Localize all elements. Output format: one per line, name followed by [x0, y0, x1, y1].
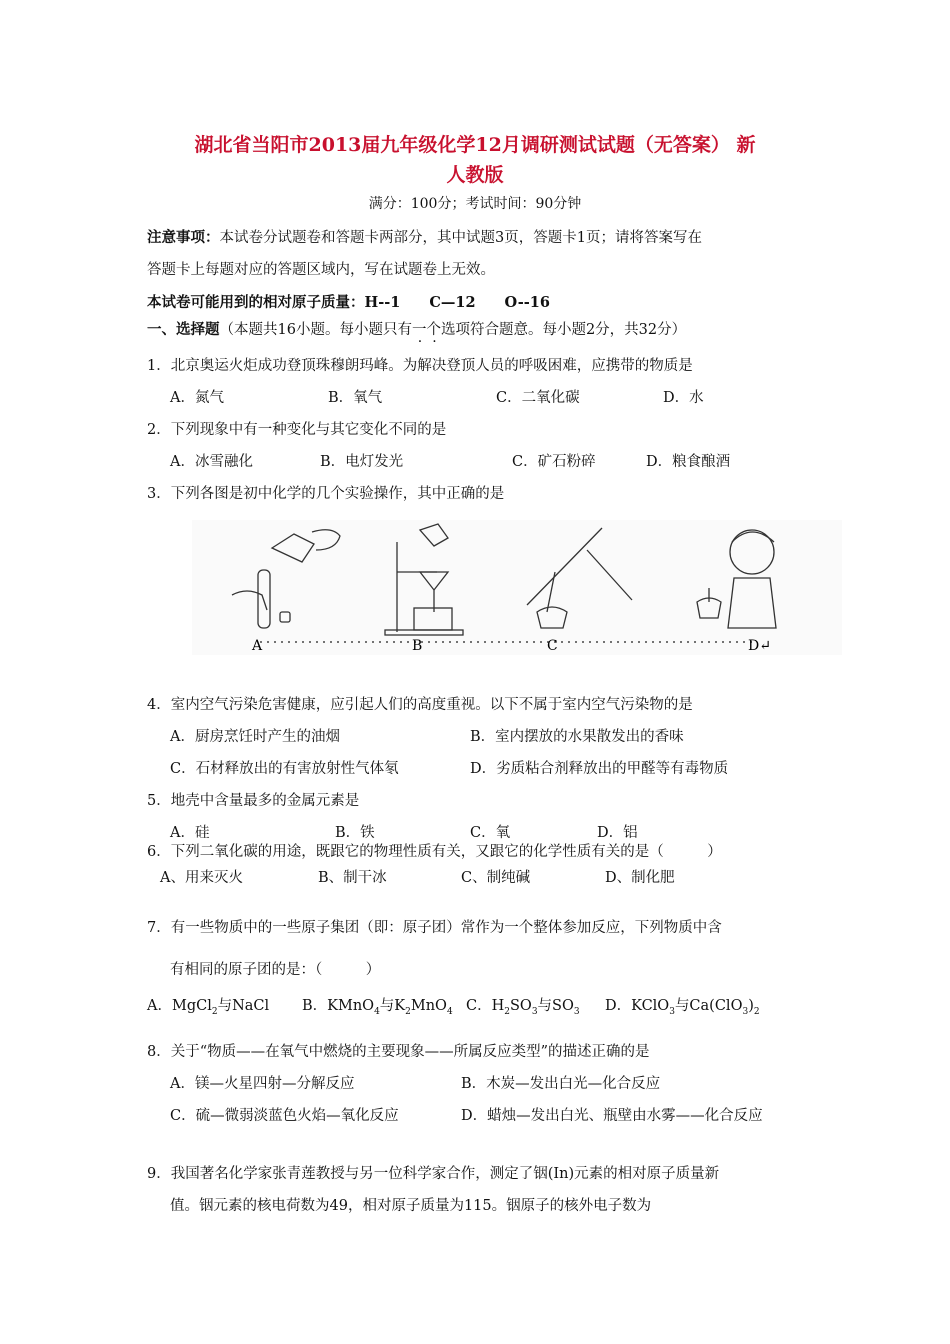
q4-stem: 4．室内空气污染危害健康，应引起人们的高度重视。以下不属于室内空气污染物的是 — [147, 697, 693, 713]
notice-text1: 本试卷分试题卷和答题卡两部分，其中试题3页，答题卡1页；请将答案写在 — [219, 230, 702, 246]
q7-d-post: ) — [748, 998, 754, 1014]
q8-stem: 8．关于“物质——在氧气中燃烧的主要现象——所属反应类型”的描述正确的是 — [147, 1044, 650, 1060]
q5-option-d: D．铝 — [597, 825, 638, 841]
q7-b-sub2: 2 — [405, 1006, 411, 1017]
q4-option-b: B．室内摆放的水果散发出的香味 — [470, 729, 684, 745]
q2-stem: 2．下列现象中有一种变化与其它变化不同的是 — [147, 422, 447, 438]
q3-stem: 3．下列各图是初中化学的几个实验操作，其中正确的是 — [147, 486, 505, 502]
figure-label-b: B — [412, 638, 423, 654]
q7-d-sub2: 3 — [742, 1006, 749, 1017]
q7-c-post: 与SO — [537, 998, 574, 1014]
q7-a-sub: 2 — [211, 1006, 218, 1017]
q1-option-c: C．二氧化碳 — [496, 390, 580, 406]
doc-subtitle: 满分：100分；考试时间：90分钟 — [368, 196, 582, 212]
q4-option-a: A．厨房烹饪时产生的油烟 — [170, 729, 340, 745]
q2-option-b: B．电灯发光 — [320, 454, 404, 470]
q6-option-b: B、制干冰 — [318, 870, 387, 886]
q6-stem: 6．下列二氧化碳的用途，既跟它的物理性质有关，又跟它的化学性质有关的是（ ） — [147, 844, 722, 860]
q9-stem-line2: 值。铟元素的核电荷数为49，相对原子质量为115。铟原子的核外电子数为 — [170, 1198, 652, 1214]
q8-option-c: C．硫—微弱淡蓝色火焰—氧化反应 — [170, 1108, 399, 1124]
q1-option-b: B．氧气 — [328, 390, 383, 406]
q7-c-mid: SO — [509, 998, 532, 1014]
atomic-mass-line: 本试卷可能用到的相对原子质量：H--1 C—12 O--16 — [147, 294, 550, 311]
q7-d-mid: 与Ca(ClO — [674, 998, 743, 1014]
q7-a-post: 与NaCl — [217, 998, 270, 1014]
q4-option-c: C．石材释放出的有害放射性气体氡 — [170, 761, 399, 777]
q7-b-sub3: 4 — [446, 1006, 453, 1017]
q4-option-d: D．劣质粘合剂释放出的甲醛等有毒物质 — [470, 761, 729, 777]
q9-stem-line1: 9．我国著名化学家张青莲教授与另一位科学家合作，测定了铟(In)元素的相对原子质量新 — [147, 1166, 720, 1182]
q7-option-a — [147, 994, 269, 1017]
q7-stem-line1: 7．有一些物质中的一些原子集团（即：原子团）常作为一个整体参加反应，下列物质中含 — [147, 920, 722, 936]
section1-pre: （本题共16小题。每小题只有 — [219, 322, 412, 338]
q5-option-a: A．硅 — [170, 825, 210, 841]
q7-stem-line2: 有相同的原子团的是：（ ） — [170, 962, 381, 978]
q7-b-mid2: MnO — [410, 998, 447, 1014]
q7-c-sub3: 3 — [573, 1006, 580, 1017]
doc-title-line1: 湖北省当阳市2013届九年级化学12月调研测试试题（无答案） 新 — [194, 134, 756, 156]
q8-option-b: B．木炭—发出白光—化合反应 — [461, 1076, 661, 1092]
q7-b-text: B．KMnO — [302, 998, 375, 1014]
q2-option-c: C．矿石粉碎 — [512, 454, 596, 470]
q7-option-d — [605, 994, 760, 1017]
q5-option-b: B．铁 — [335, 825, 375, 841]
q7-c-sub2: 3 — [531, 1006, 538, 1017]
section1-emph2: 个 — [426, 322, 441, 338]
q5-stem: 5．地壳中含量最多的金属元素是 — [147, 793, 360, 809]
figure-label-d: D↵ — [748, 638, 771, 654]
q7-c-sub1: 2 — [504, 1006, 510, 1017]
q5-option-c: C．氧 — [470, 825, 511, 841]
figure-label-c: C — [547, 638, 558, 654]
q2-option-d: D．粮食酿酒 — [646, 454, 731, 470]
notice-line2: 答题卡上每题对应的答题区域内，写在试题卷上无效。 — [147, 262, 495, 278]
q7-d-sub1: 3 — [669, 1006, 675, 1017]
q7-option-c — [466, 994, 580, 1017]
section1-post: 选项符合题意。每小题2分，共32分） — [440, 322, 687, 338]
q7-option-b — [302, 994, 453, 1017]
q1-option-a: A．氮气 — [170, 390, 224, 406]
q2-option-a: A．冰雪融化 — [170, 454, 253, 470]
q7-d-text: D．KClO — [605, 998, 670, 1014]
q8-option-a: A．镁—火星四射—分解反应 — [170, 1076, 355, 1092]
doc-title-line2: 人教版 — [446, 164, 504, 186]
q8-option-d: D．蜡烛—发出白光、瓶壁由水雾——化合反应 — [461, 1108, 763, 1124]
section1-heading — [147, 318, 686, 339]
lab-operations-figure — [192, 520, 842, 655]
q6-option-d: D、制化肥 — [605, 870, 675, 886]
lab-figure-svg — [192, 520, 842, 655]
q7-d-sub3: 2 — [753, 1006, 760, 1017]
section1-emph1: 一 — [411, 322, 427, 338]
figure-label-a: A — [252, 638, 263, 654]
q1-option-d: D．水 — [663, 390, 704, 406]
q7-a-text: A．MgCl — [147, 998, 212, 1014]
q6-option-a: A、用来灭火 — [160, 870, 243, 886]
section1-label: 一、选择题 — [147, 321, 220, 338]
q7-c-text: C．H — [466, 998, 505, 1014]
notice-label: 注意事项： — [147, 229, 220, 246]
q7-b-mid: 与K — [379, 998, 406, 1014]
q7-b-sub1: 4 — [374, 1006, 380, 1017]
q1-stem: 1．北京奥运火炬成功登顶珠穆朗玛峰。为解决登顶人员的呼吸困难，应携带的物质是 — [147, 358, 693, 374]
notice-line1 — [147, 226, 702, 247]
q6-option-c: C、制纯碱 — [461, 870, 531, 886]
